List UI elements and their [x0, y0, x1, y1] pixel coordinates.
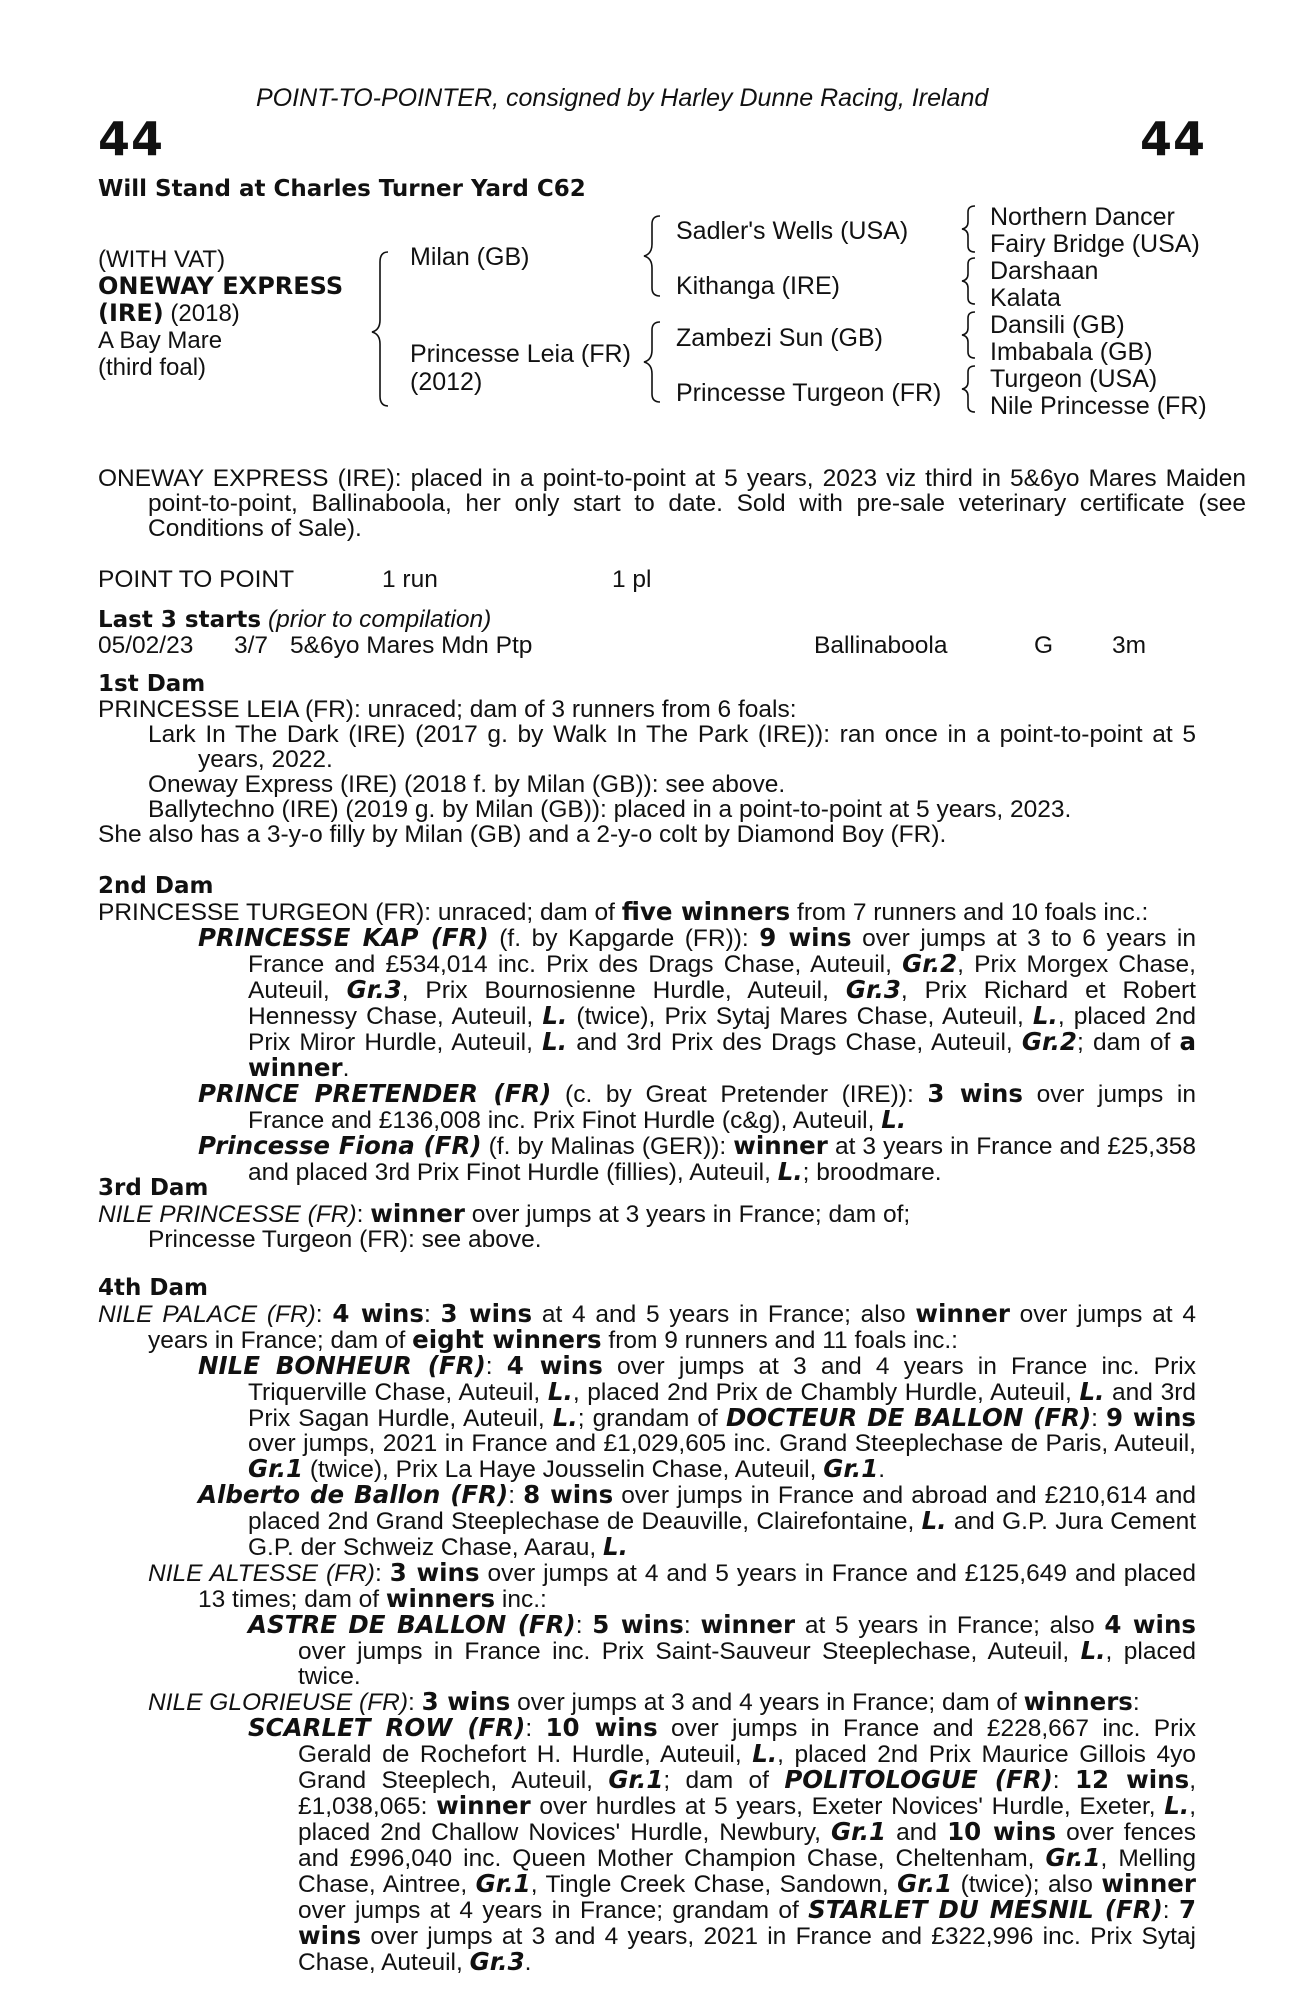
horse-sex: A Bay Mare	[98, 327, 223, 354]
first-dam-produce-2: Oneway Express (IRE) (2018 f. by Milan (GB)): see above.	[148, 771, 786, 798]
record-label: POINT TO POINT	[98, 566, 295, 593]
pedigree-sds: Darshaan	[990, 257, 1099, 285]
pedigree-ddd: Nile Princesse (FR)	[990, 392, 1207, 420]
second-dam-intro: PRINCESSE TURGEON (FR): unraced; dam of five winners from 7 runners and 10 foals inc.:	[98, 897, 1149, 926]
pedigree-gen3	[990, 204, 1207, 420]
fourth-dam-grandchild-scarlet: SCARLET ROW (FR): 10 wins over jumps in France and £228,667 inc. Prix Gerald de Rochefort H. Hurdle, Auteuil, L., placed 2nd Prix Maurice Gillois 4yo Grand Steeplech, Auteuil, Gr.1; dam of POLITOLOGUE (FR): 12 wins, £1,038,065: winner over hurdles at 5 years, Exeter Novices' Hurdle, Exeter, L., placed 2nd Challow Novices' Hurdle, Newbury, Gr.1 and 10 wins over fences and £996,040 inc. Queen Mother Champion Chase, Cheltenham, Gr.1, Melling Chase, Aintree, Gr.1, Tingle Creek Chase, Sandown, Gr.1 (twice); also winner over jumps at 4 years in France; grandam of STARLET DU MESNIL (FR): 7 wins over jumps at 3 and 4 years, 2021 in France and £322,996 inc. Prix Sytaj Chase, Auteuil, Gr.3.	[248, 1713, 1197, 1976]
horse-country: (IRE)	[98, 299, 164, 327]
lot-number-left: 44	[98, 112, 165, 166]
pedigree-dsd: Imbabala (GB)	[990, 338, 1153, 366]
brace-gen1	[372, 252, 388, 406]
first-dam-note: She also has a 3-y-o filly by Milan (GB) and a 2-y-o colt by Diamond Boy (FR).	[98, 821, 947, 848]
first-dam-heading: 1st Dam	[98, 671, 206, 697]
second-dam-produce-pretender: PRINCE PRETENDER (FR) (c. by Great Pretender (IRE)): 3 wins over jumps in France and £136,008 inc. Prix Finot Hurdle (c&g), Auteuil, L.	[198, 1079, 1196, 1134]
second-dam-section	[98, 874, 1196, 1185]
pedigree-sire: Milan (GB)	[410, 243, 530, 271]
pedigree-dam-dam: Princesse Turgeon (FR)	[676, 379, 942, 407]
catalogue-header: POINT-TO-POINTER, consigned by Harley Dunne Racing, Ireland	[256, 84, 989, 112]
horse-year: (2018)	[163, 300, 240, 327]
pedigree-dam-name: Princesse Leia (FR)	[410, 340, 631, 368]
second-dam-produce-fiona: Princesse Fiona (FR) (f. by Malinas (GER)): winner at 3 years in France and £25,358 and placed 3rd Prix Finot Hurdle (fillies), Auteuil, L.; broodmare.	[198, 1131, 1196, 1186]
last-starts-heading: Last 3 starts	[98, 607, 262, 633]
vat-note: (WITH VAT)	[98, 246, 226, 273]
horse-name: ONEWAY EXPRESS	[98, 272, 344, 300]
brace-gen3-3	[962, 312, 975, 358]
pedigree-sss: Northern Dancer	[990, 203, 1175, 231]
fourth-dam-produce-glorieuse: NILE GLORIEUSE (FR): 3 wins over jumps at 3 and 4 years in France; dam of winners:	[148, 1687, 1140, 1716]
start-race: 5&6yo Mares Mdn Ptp	[290, 632, 533, 659]
last-starts-note: (prior to compilation)	[267, 606, 492, 633]
pedigree-dss: Dansili (GB)	[990, 311, 1125, 339]
second-dam-produce-kap: PRINCESSE KAP (FR) (f. by Kapgarde (FR)): 9 wins over jumps at 3 to 6 years in France and £534,014 inc. Prix des Drags Chase, Auteuil, Gr.2, Prix Morgex Chase, Auteuil, Gr.3, Prix Bournosienne Hurdle, Auteuil, Gr.3, Prix Richard et Robert Hennessy Chase, Auteuil, L. (twice), Prix Sytaj Mares Chase, Auteuil, L., placed 2nd Prix Miror Hurdle, Auteuil, L. and 3rd Prix des Drags Chase, Auteuil, Gr.2; dam of a winner.	[198, 923, 1196, 1082]
horse-summary: ONEWAY EXPRESS (IRE): placed in a point-to-point at 5 years, 2023 viz third in 5&6yo Mares Maiden point-to-point, Ballinaboola, her only start to date. Sold with pre-sale veterinary certificate (see Conditions of Sale).	[98, 465, 1246, 542]
start-going: G	[1034, 632, 1054, 659]
start-course: Ballinaboola	[814, 632, 948, 659]
brace-gen2-dam	[644, 322, 660, 402]
pedigree-sire-dam: Kithanga (IRE)	[676, 272, 840, 300]
stand-location: Will Stand at Charles Turner Yard C62	[98, 176, 586, 202]
fourth-dam-grandchild-astre: ASTRE DE BALLON (FR): 5 wins: winner at 5 years in France; also 4 wins over jumps in France inc. Prix Saint-Sauveur Steeplechase, Auteuil, L., placed twice.	[248, 1610, 1196, 1690]
fourth-dam-intro: NILE PALACE (FR): 4 wins: 3 wins at 4 and 5 years in France; also winner over jumps at 4 years in France; dam of eight winners from 9 runners and 11 foals inc.:	[98, 1299, 1196, 1354]
second-dam-heading: 2nd Dam	[98, 873, 214, 899]
pedigree-dam	[410, 340, 631, 396]
fourth-dam-produce-bonheur: NILE BONHEUR (FR): 4 wins over jumps at 3 and 4 years in France inc. Prix Triquerville Chase, Auteuil, L., placed 2nd Prix de Chambly Hurdle, Auteuil, L. and 3rd Prix Sagan Hurdle, Auteuil, L.; grandam of DOCTEUR DE BALLON (FR): 9 wins over jumps, 2021 in France and £1,029,605 inc. Grand Steeplechase de Paris, Auteuil, Gr.1 (twice), Prix La Haye Jousselin Chase, Auteuil, Gr.1.	[198, 1351, 1196, 1483]
start-distance: 3m	[1112, 632, 1147, 659]
last-starts-header	[98, 606, 491, 634]
pedigree-sire-sire: Sadler's Wells (USA)	[676, 217, 909, 245]
brace-gen3-4	[962, 366, 975, 412]
brace-gen3-1	[962, 206, 975, 252]
start-position: 3/7	[234, 632, 269, 659]
third-dam-produce: Princesse Turgeon (FR): see above.	[148, 1226, 542, 1253]
pedigree-sdd: Kalata	[990, 284, 1061, 312]
pedigree-dds: Turgeon (USA)	[990, 365, 1158, 393]
first-dam-section	[98, 672, 1196, 847]
fourth-dam-heading: 4th Dam	[98, 1275, 208, 1301]
third-dam-section	[98, 1176, 1196, 1252]
record-placed: 1 pl	[612, 566, 652, 593]
start-date: 05/02/23	[98, 632, 194, 659]
fourth-dam-produce-alberto: Alberto de Ballon (FR): 8 wins over jumps in France and abroad and £210,614 and placed 2nd Grand Steeplechase de Deauville, Clairefontaine, L. and G.P. Jura Cement G.P. der Schweiz Chase, Aarau, L.	[198, 1480, 1197, 1561]
third-dam-heading: 3rd Dam	[98, 1175, 209, 1201]
first-dam-intro: PRINCESSE LEIA (FR): unraced; dam of 3 runners from 6 foals:	[98, 696, 797, 723]
first-dam-produce-3: Ballytechno (IRE) (2019 g. by Milan (GB)): placed in a point-to-point at 5 years, 2023.	[148, 796, 1072, 823]
fourth-dam-section	[98, 1276, 1196, 1975]
third-dam-intro: NILE PRINCESSE (FR): winner over jumps at 3 years in France; dam of;	[98, 1199, 911, 1228]
first-dam-produce-1: Lark In The Dark (IRE) (2017 g. by Walk In The Park (IRE)): ran once in a point-to-point at 5 years, 2022.	[148, 721, 1196, 773]
fourth-dam-produce-altesse: NILE ALTESSE (FR): 3 wins over jumps at 4 and 5 years in France and £125,649 and placed 13 times; dam of winners inc.:	[148, 1558, 1196, 1613]
horse-foal: (third foal)	[98, 354, 207, 381]
brace-gen2-sire	[644, 216, 660, 296]
lot-number-right: 44	[1140, 112, 1207, 166]
brace-gen3-2	[962, 258, 975, 304]
pedigree-ssd: Fairy Bridge (USA)	[990, 230, 1200, 258]
pedigree-dam-year: (2012)	[410, 368, 483, 396]
pedigree-dam-sire: Zambezi Sun (GB)	[676, 324, 884, 352]
record-runs: 1 run	[382, 566, 438, 593]
